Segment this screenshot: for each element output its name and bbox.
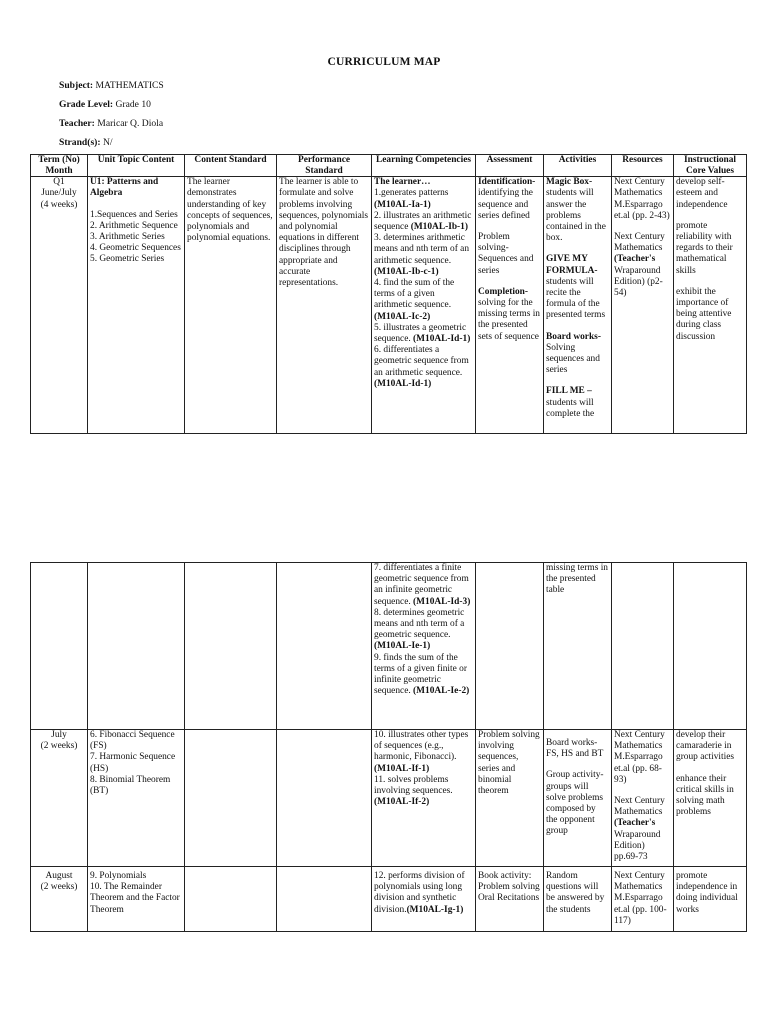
curriculum-table-page1 — [30, 154, 747, 434]
lc-intro: The learner… — [374, 177, 431, 188]
header-term: Term (No) Month — [31, 155, 88, 177]
assessment-item: Oral Recitations — [478, 893, 540, 904]
term-value: Q1 — [53, 177, 65, 188]
activity-item: Board works- Solving sequences and series — [546, 331, 601, 376]
weeks-value: (2 weeks) — [40, 882, 78, 893]
unit-topic: 6. Fibonacci Sequence (FS) — [90, 730, 175, 752]
performance-standard-cell — [277, 563, 372, 730]
competency-item: 11. solves problems involving sequences. (M10AL-If-2) — [374, 774, 453, 808]
performance-standard-cell — [277, 730, 372, 867]
core-values-cell — [674, 563, 747, 730]
header-performance-standard: Performance Standard — [277, 155, 372, 177]
activities-cell — [544, 730, 612, 867]
assessment-item: Problem solving-Sequences and series — [478, 232, 534, 276]
content-standard-cell: The learner demonstrates understanding of key concepts of sequences, polynomials and polynomial equations. — [185, 177, 277, 434]
header-activities: Activities — [544, 155, 612, 177]
competency-item: 9. finds the sum of the terms of a given finite or infinite geometric sequence. (M10AL-Ie-2) — [374, 652, 470, 697]
activities-cell — [544, 177, 612, 434]
term-cell — [31, 177, 88, 434]
table-row — [31, 867, 747, 932]
resources-cell — [612, 563, 674, 730]
weeks-value: (2 weeks) — [40, 741, 78, 752]
resources-cell — [612, 730, 674, 867]
competency-item: 5. illustrates a geometric sequence. (M10AL-Id-1) — [374, 322, 471, 345]
header-content-standard: Content Standard — [185, 155, 277, 177]
competency-item: 3. determines arithmetic means and nth term of an arithmetic sequence. (M10AL-Ib-c-1) — [374, 233, 470, 277]
term-cell — [31, 730, 88, 867]
subject-label: Subject: — [59, 80, 94, 91]
grade-label: Grade Level: — [59, 99, 114, 110]
unit-topic: 8. Binomial Theorem (BT) — [90, 774, 171, 797]
table-row — [31, 730, 747, 867]
unit-topic: 10. The Remainder Theorem and the Factor Theorem — [90, 882, 180, 915]
unit-topic: 7. Harmonic Sequence (HS) — [90, 752, 176, 774]
month-value: August — [45, 871, 73, 881]
curriculum-table-page2 — [30, 562, 747, 932]
content-standard-cell — [185, 867, 277, 932]
content-standard-cell — [185, 563, 277, 730]
competency-item: 2. illustrates an arithmetic sequence (M10AL-Ib-1) — [374, 210, 472, 232]
unit-topic: 3. Arithmetic Series — [90, 232, 165, 242]
strand-label: Strand(s): — [59, 137, 101, 148]
unit-topic: 4. Geometric Sequences — [90, 243, 181, 254]
subject-line — [59, 80, 164, 91]
assessment-item: Problem solving — [478, 882, 540, 893]
performance-standard-cell — [277, 867, 372, 932]
activity-item: Magic Box- students will answer the problems contained in the box. — [546, 177, 606, 244]
competency-item: 12. performs division of polynomials using long division and synthetic division.(M10AL-Ig-1) — [374, 871, 465, 915]
activity-item: FILL ME – students will complete the — [546, 386, 595, 419]
assessment-cell — [476, 563, 544, 730]
month-value: July — [51, 730, 67, 740]
resource-item: Next Century Mathematics (Teacher's Wraparound Edition) (p2-54) — [614, 232, 665, 299]
header-assessment: Assessment — [476, 155, 544, 177]
activity-item: GIVE MY FORMULA- students will recite the formula of the presented terms — [546, 254, 606, 321]
unit-topic: 9. Polynomials — [90, 871, 147, 881]
assessment-cell — [476, 867, 544, 932]
term-cell — [31, 563, 88, 730]
core-value-item: promote reliability with regards to their mathematical skills — [676, 220, 733, 276]
subject-value: MATHEMATICS — [95, 80, 164, 91]
core-value-item: develop self-esteem and independence — [676, 177, 728, 210]
month-value: June/July — [41, 188, 77, 199]
assessment-item: Book activity: — [478, 871, 532, 881]
header-resources: Resources — [612, 155, 674, 177]
teacher-value: Maricar Q. Diola — [97, 118, 164, 129]
competencies-cell — [372, 730, 476, 867]
weeks-value: (4 weeks) — [40, 199, 78, 210]
content-standard-cell — [185, 730, 277, 867]
competencies-cell — [372, 867, 476, 932]
teacher-line — [59, 118, 163, 129]
competency-item: 4. find the sum of the terms of a given arithmetic sequence. (M10AL-Ic-2) — [374, 278, 455, 322]
core-value-item: promote independence in doing individual works — [676, 871, 738, 915]
strand-value: N/ — [102, 137, 113, 148]
competencies-cell — [372, 563, 476, 730]
competencies-cell — [372, 177, 476, 434]
resource-item: Next Century Mathematics M.Esparrago et.al (pp. 68-93) — [614, 730, 665, 785]
assessment-cell: Problem solving involving sequences, series and binomial theorem — [476, 730, 544, 867]
activity-item: Board works-FS, HS and BT — [546, 738, 604, 760]
table-row — [31, 563, 747, 730]
core-value-item: enhance their critical skills in solving math problems — [676, 773, 734, 818]
resources-cell — [612, 177, 674, 434]
table-row — [31, 177, 747, 434]
resources-cell — [612, 867, 674, 932]
activity-item: Random questions will be answered by the students — [546, 871, 605, 915]
unit-cell — [88, 563, 185, 730]
competency-item: 7. differentiates a finite geometric sequence from an infinite geometric sequence. (M10AL-Id-3) — [374, 563, 471, 607]
unit-topic: 2. Arithmetic Sequence — [90, 220, 178, 231]
assessment-item: Completion-solving for the missing terms in the presented sets of sequence — [478, 286, 540, 342]
activity-item: Group activity-groups will solve problems composed by the opponent group — [546, 770, 604, 837]
strand-line — [59, 137, 113, 148]
header-learning-competencies: Learning Competencies — [372, 155, 476, 177]
teacher-label: Teacher: — [59, 118, 95, 129]
core-values-cell — [674, 867, 747, 932]
resource-item: Next Century Mathematics M.Esparrago et.al (pp. 2-43) — [614, 177, 670, 221]
unit-cell — [88, 867, 185, 932]
resource-item: Next Century Mathematics M.Esparrago et.al (pp. 100-117) — [614, 871, 667, 926]
competency-item: 1.generates patterns (M10AL-Ia-1) — [374, 188, 449, 210]
core-value-item: develop their camaraderie in group activities — [676, 730, 735, 763]
performance-standard-cell: The learner is able to formulate and solve problems involving sequences, polynomials and polynomial equations in different disciplines through appropriate and accurate representations. — [277, 177, 372, 434]
unit-cell — [88, 730, 185, 867]
grade-value: Grade 10 — [115, 99, 151, 110]
header-unit: Unit Topic Content — [88, 155, 185, 177]
term-cell — [31, 867, 88, 932]
document-title: CURRICULUM MAP — [327, 56, 441, 68]
competency-item: 10. illustrates other types of sequences (e.g., harmonic, Fibonacci). (M10AL-If-1) — [374, 730, 469, 774]
competency-item: 6. differentiates a geometric sequence from an arithmetic sequence. (M10AL-Id-1) — [374, 345, 469, 389]
unit-cell — [88, 177, 185, 434]
unit-topic: 1.Sequences and Series — [90, 209, 178, 220]
core-values-cell — [674, 177, 747, 434]
header-row — [31, 155, 747, 177]
competency-item: 8. determines geometric means and nth term of a geometric sequence. (M10AL-Ie-1) — [374, 607, 465, 652]
assessment-item: Identification-identifying the sequence and series defined — [478, 177, 536, 221]
core-values-cell — [674, 730, 747, 867]
grade-line — [59, 99, 151, 110]
activities-cell: missing terms in the presented table — [544, 563, 612, 730]
core-value-item: exhibit the importance of being attentive during class discussion — [676, 286, 732, 342]
assessment-cell — [476, 177, 544, 434]
unit-title: U1: Patterns and Algebra — [90, 177, 159, 199]
unit-topic: 5. Geometric Series — [90, 254, 165, 265]
activities-cell — [544, 867, 612, 932]
header-core-values: Instructional Core Values — [674, 155, 747, 177]
resource-item: Next Century Mathematics (Teacher's Wraparound Edition) pp.69-73 — [614, 796, 665, 863]
